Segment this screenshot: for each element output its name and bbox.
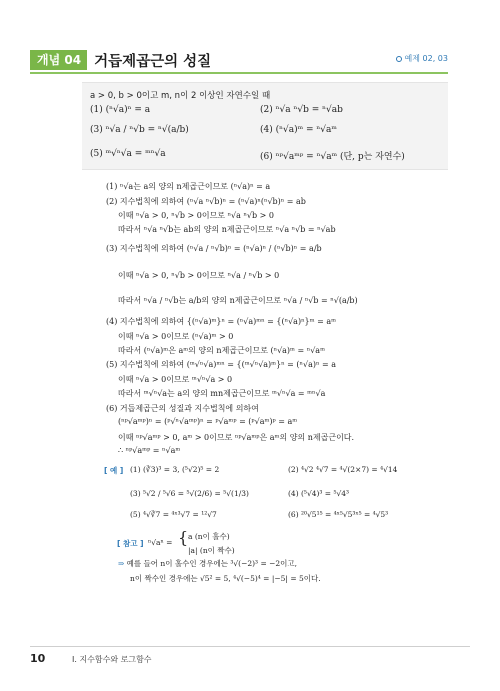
page-number: 10 [30, 652, 46, 665]
proof-line: 이때 ⁿ√a > 0이므로 (ⁿ√a)ᵐ > 0 [118, 332, 234, 341]
example-label: [ 예 ] [104, 466, 124, 475]
proof-line: (1) ⁿ√a는 a의 양의 n제곱근이므로 (ⁿ√a)ⁿ = a [106, 182, 271, 191]
proof-line: 따라서 ᵐ√ⁿ√a는 a의 양의 mn제곱근이므로 ᵐ√ⁿ√a = ᵐⁿ√a [118, 389, 326, 398]
proof-line: 따라서 ⁿ√a / ⁿ√b는 a/b의 양의 n제곱근이므로 ⁿ√a / ⁿ√b = ⁿ√(a/b) [118, 296, 358, 305]
header-divider [30, 72, 448, 74]
example-item: (4) (⁵√4)³ = ⁵√4³ [288, 489, 350, 498]
section-title: 거듭제곱근의 성질 [94, 53, 212, 70]
circle-icon [396, 56, 402, 62]
property-2: (2) ⁿ√a ⁿ√b = ⁿ√ab [260, 105, 343, 115]
example-reference [396, 53, 448, 64]
brace-icon: { [178, 528, 189, 547]
example-item: (2) ⁴√2 ⁴√7 = ⁴√(2×7) = ⁴√14 [288, 465, 398, 474]
chapter-title: I. 지수함수와 로그함수 [72, 655, 152, 664]
property-condition: a > 0, b > 0이고 m, n이 2 이상인 자연수일 때 [90, 91, 271, 101]
property-1: (1) (ⁿ√a)ⁿ = a [90, 105, 151, 115]
proof-line: (2) 지수법칙에 의하여 (ⁿ√a ⁿ√b)ⁿ = (ⁿ√a)ⁿ(ⁿ√b)ⁿ = ab [106, 197, 306, 206]
note-line: n이 짝수인 경우에는 √5² = 5, ⁴√(−5)⁴ = |−5| = 5이다. [130, 574, 321, 583]
note-lhs: ⁿ√aⁿ = [148, 538, 173, 547]
proof-line: 이때 ⁿ√a > 0이므로 ᵐ√ⁿ√a > 0 [118, 375, 233, 384]
proof-line: (3) 지수법칙에 의하여 (ⁿ√a / ⁿ√b)ⁿ = (ⁿ√a)ⁿ / (ⁿ√b)ⁿ = a/b [106, 244, 322, 253]
example-item: (6) ²⁰√5¹⁵ = ⁴ˣ⁵√5³ˣ⁵ = ⁴√5³ [288, 510, 389, 519]
property-5: (5) ᵐ√ⁿ√a = ᵐⁿ√a [90, 149, 166, 159]
property-4: (4) (ⁿ√a)ᵐ = ⁿ√aᵐ [260, 125, 337, 135]
property-3: (3) ⁿ√a / ⁿ√b = ⁿ√(a/b) [90, 125, 189, 135]
proof-line: (5) 지수법칙에 의하여 (ᵐ√ⁿ√a)ᵐⁿ = {(ᵐ√ⁿ√a)ᵐ}ⁿ = (ⁿ√a)ⁿ = a [106, 360, 337, 369]
property-box [82, 82, 448, 170]
example-item: (3) ⁵√2 / ⁵√6 = ⁵√(2/6) = ⁵√(1/3) [130, 489, 249, 498]
note-case-even: |a| (n이 짝수) [188, 546, 235, 555]
proof-line: (4) 지수법칙에 의하여 {(ⁿ√a)ᵐ}ⁿ = (ⁿ√a)ᵐⁿ = {(ⁿ√a)ⁿ}ᵐ = aᵐ [106, 317, 336, 326]
proof-line: (ⁿᵖ√aᵐᵖ)ⁿ = (ᵖ√ⁿ√aᵐᵖ)ⁿ = ᵖ√aᵐᵖ = (ᵖ√aᵐ)ᵖ = aᵐ [118, 417, 298, 426]
example-item: (5) ⁴√∛7 = ⁴ˣ³√7 = ¹²√7 [130, 510, 217, 519]
example-item: (1) (∛3)³ = 3, (⁵√2)⁵ = 2 [130, 465, 220, 474]
proof-line: 이때 ⁿ√a > 0, ⁿ√b > 0이므로 ⁿ√a / ⁿ√b > 0 [118, 271, 280, 280]
note-line: ⇒ 예를 들어 n이 홀수인 경우에는 ³√(−2)³ = −2이고, [118, 559, 298, 568]
example-reference-text: 예제 02, 03 [404, 54, 448, 63]
proof-line: ∴ ⁿᵖ√aᵐᵖ = ⁿ√aᵐ [118, 446, 181, 455]
proof-line: (6) 거듭제곱근의 성질과 지수법칙에 의하여 [106, 404, 259, 413]
footer-divider [30, 646, 470, 647]
proof-line: 따라서 ⁿ√a ⁿ√b는 ab의 양의 n제곱근이므로 ⁿ√a ⁿ√b = ⁿ√ab [118, 225, 336, 234]
note-case-odd: a (n이 홀수) [188, 532, 230, 541]
proof-line: 이때 ⁿ√a > 0, ⁿ√b > 0이므로 ⁿ√a ⁿ√b > 0 [118, 211, 275, 220]
section-header [30, 50, 211, 70]
property-6: (6) ⁿᵖ√aᵐᵖ = ⁿ√aᵐ (단, p는 자연수) [260, 152, 405, 162]
proof-line: 따라서 (ⁿ√a)ᵐ은 aᵐ의 양의 n제곱근이므로 (ⁿ√a)ᵐ = ⁿ√aᵐ [118, 346, 325, 355]
concept-tag: 개념 04 [30, 50, 87, 70]
note-label: [ 참고 ] [117, 539, 144, 548]
arrow-icon: ⇒ [118, 559, 127, 568]
proof-line: 이때 ⁿᵖ√aᵐᵖ > 0, aᵐ > 0이므로 ⁿᵖ√aᵐᵖ은 aᵐ의 양의 n제곱근이다. [118, 433, 355, 442]
